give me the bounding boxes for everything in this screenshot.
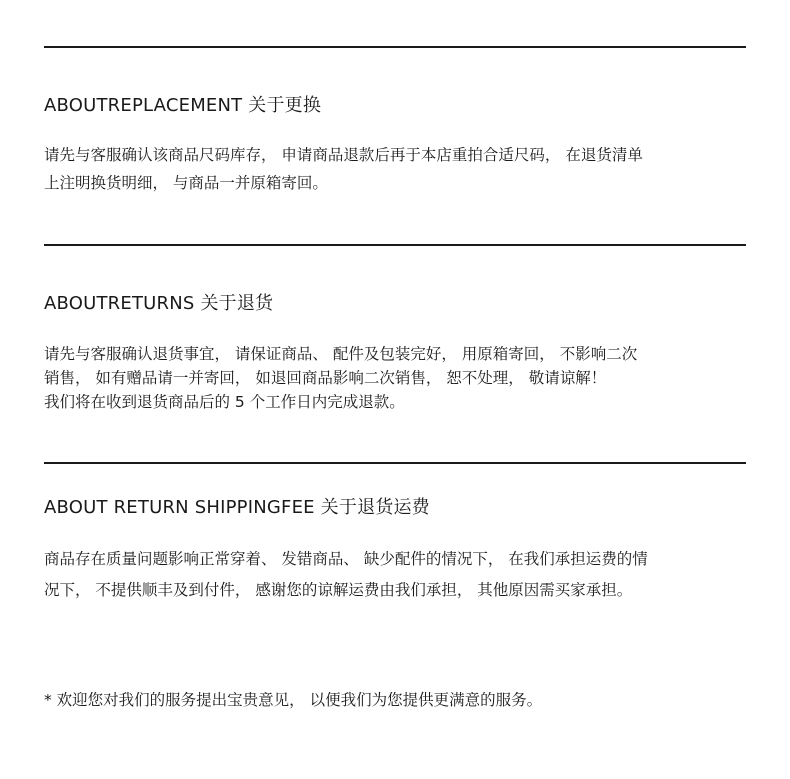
replacement-heading: ABOUTREPLACEMENT 关于更换 [44,95,322,116]
shipping-fee-line: 商品存在质量问题影响正常穿着、 发错商品、 缺少配件的情况下， 在我们承担运费的情 [44,550,648,568]
returns-line: 我们将在收到退货商品后的 5 个工作日内完成退款。 [44,393,405,411]
divider-shipping [44,462,746,464]
shipping-fee-line: 况下， 不提供顺丰及到付件， 感谢您的谅解运费由我们承担， 其他原因需买家承担。 [44,581,633,599]
shipping-fee-heading: ABOUT RETURN SHIPPINGFEE 关于退货运费 [44,497,430,518]
replacement-line: 请先与客服确认该商品尺码库存， 申请商品退款后再于本店重拍合适尺码， 在退货清单 [44,146,643,164]
footer-note: * 欢迎您对我们的服务提出宝贵意见， 以便我们为您提供更满意的服务。 [44,691,543,709]
replacement-line: 上注明换货明细， 与商品一并原箱寄回。 [44,174,328,192]
replacement-text [44,141,746,197]
returns-text [44,340,746,416]
returns-heading: ABOUTRETURNS 关于退货 [44,293,274,314]
returns-line: 销售， 如有赠品请一并寄回， 如退回商品影响二次销售， 恕不处理， 敬请谅解！ [44,369,607,387]
returns-line: 请先与客服确认退货事宜， 请保证商品、 配件及包装完好， 用原箱寄回， 不影响二次 [44,345,638,363]
shipping-fee-text [44,545,746,604]
divider-returns [44,244,746,246]
divider-top [44,46,746,48]
